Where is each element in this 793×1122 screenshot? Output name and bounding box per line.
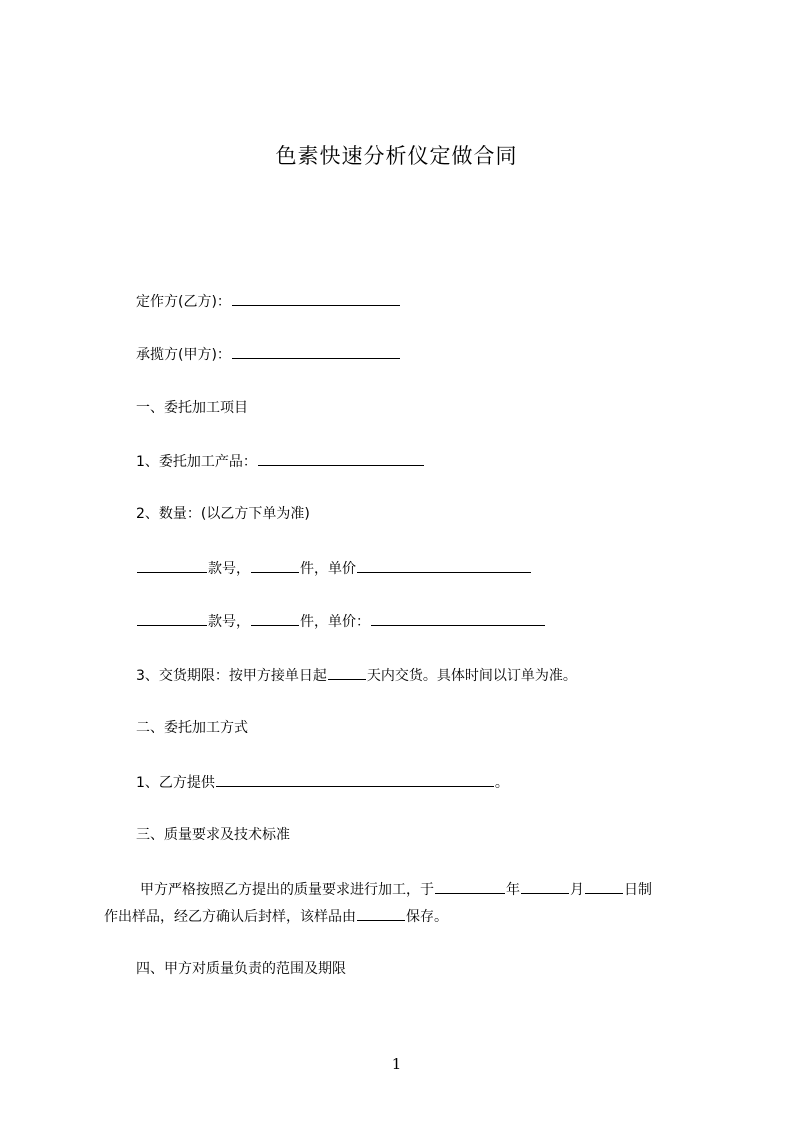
section-4-heading: 四、甲方对质量负责的范围及期限: [136, 961, 346, 977]
party-a-blank[interactable]: [232, 344, 400, 359]
quality-text-1: 甲方严格按照乙方提出的质量要求进行加工，于: [140, 882, 434, 898]
month-label: 月: [570, 882, 584, 898]
party-a-line: [136, 344, 401, 365]
year-label: 年: [506, 882, 520, 898]
quantity-heading: 2、数量：(以乙方下单为准): [136, 506, 310, 522]
party-a-label: 承揽方(甲方)：: [136, 347, 231, 363]
quality-text-2-suffix: 保存。: [406, 909, 448, 925]
day-label: 日制: [624, 882, 652, 898]
style-label-1: 款号，: [208, 561, 250, 577]
product-line: [136, 451, 425, 472]
provide-blank[interactable]: [216, 772, 494, 787]
day-blank[interactable]: [585, 879, 623, 894]
section-1-heading: 一、委托加工项目: [136, 400, 248, 416]
delivery-days-blank[interactable]: [328, 665, 366, 680]
party-b-label: 定作方(乙方)：: [136, 294, 231, 310]
quality-line-1: [140, 879, 652, 900]
price-blank-2[interactable]: [371, 611, 545, 626]
year-blank[interactable]: [435, 879, 505, 894]
sample-keeper-blank[interactable]: [357, 906, 405, 921]
party-b-blank[interactable]: [232, 291, 400, 306]
contract-title: 色素快速分析仪定做合同: [275, 144, 518, 168]
qty-price-label-1: 件，单价: [300, 561, 356, 577]
style-label-2: 款号，: [208, 614, 250, 630]
order-row-2: [136, 611, 546, 632]
quality-line-2: [104, 906, 448, 927]
product-label: 1、委托加工产品：: [136, 454, 257, 470]
style-no-blank-1[interactable]: [137, 558, 207, 573]
order-row-1: [136, 558, 532, 579]
delivery-line: [136, 665, 577, 686]
party-b-line: [136, 291, 401, 312]
page-number: 1: [391, 1055, 402, 1073]
quality-text-2: 作出样品，经乙方确认后封样，该样品由: [104, 909, 356, 925]
provide-suffix: 。: [494, 775, 509, 791]
style-no-blank-2[interactable]: [137, 611, 207, 626]
provide-prefix: 1、乙方提供: [136, 775, 215, 791]
price-blank-1[interactable]: [357, 558, 531, 573]
qty-blank-2[interactable]: [251, 611, 299, 626]
delivery-suffix: 天内交货。具体时间以订单为准。: [366, 668, 577, 684]
delivery-prefix: 3、交货期限：按甲方接单日起: [136, 668, 327, 684]
product-blank[interactable]: [258, 451, 424, 466]
qty-blank-1[interactable]: [251, 558, 299, 573]
month-blank[interactable]: [521, 879, 569, 894]
section-3-heading: 三、质量要求及技术标准: [136, 827, 290, 843]
qty-price-label-2: 件，单价：: [300, 614, 370, 630]
provide-line: [136, 772, 509, 793]
section-2-heading: 二、委托加工方式: [136, 720, 248, 736]
